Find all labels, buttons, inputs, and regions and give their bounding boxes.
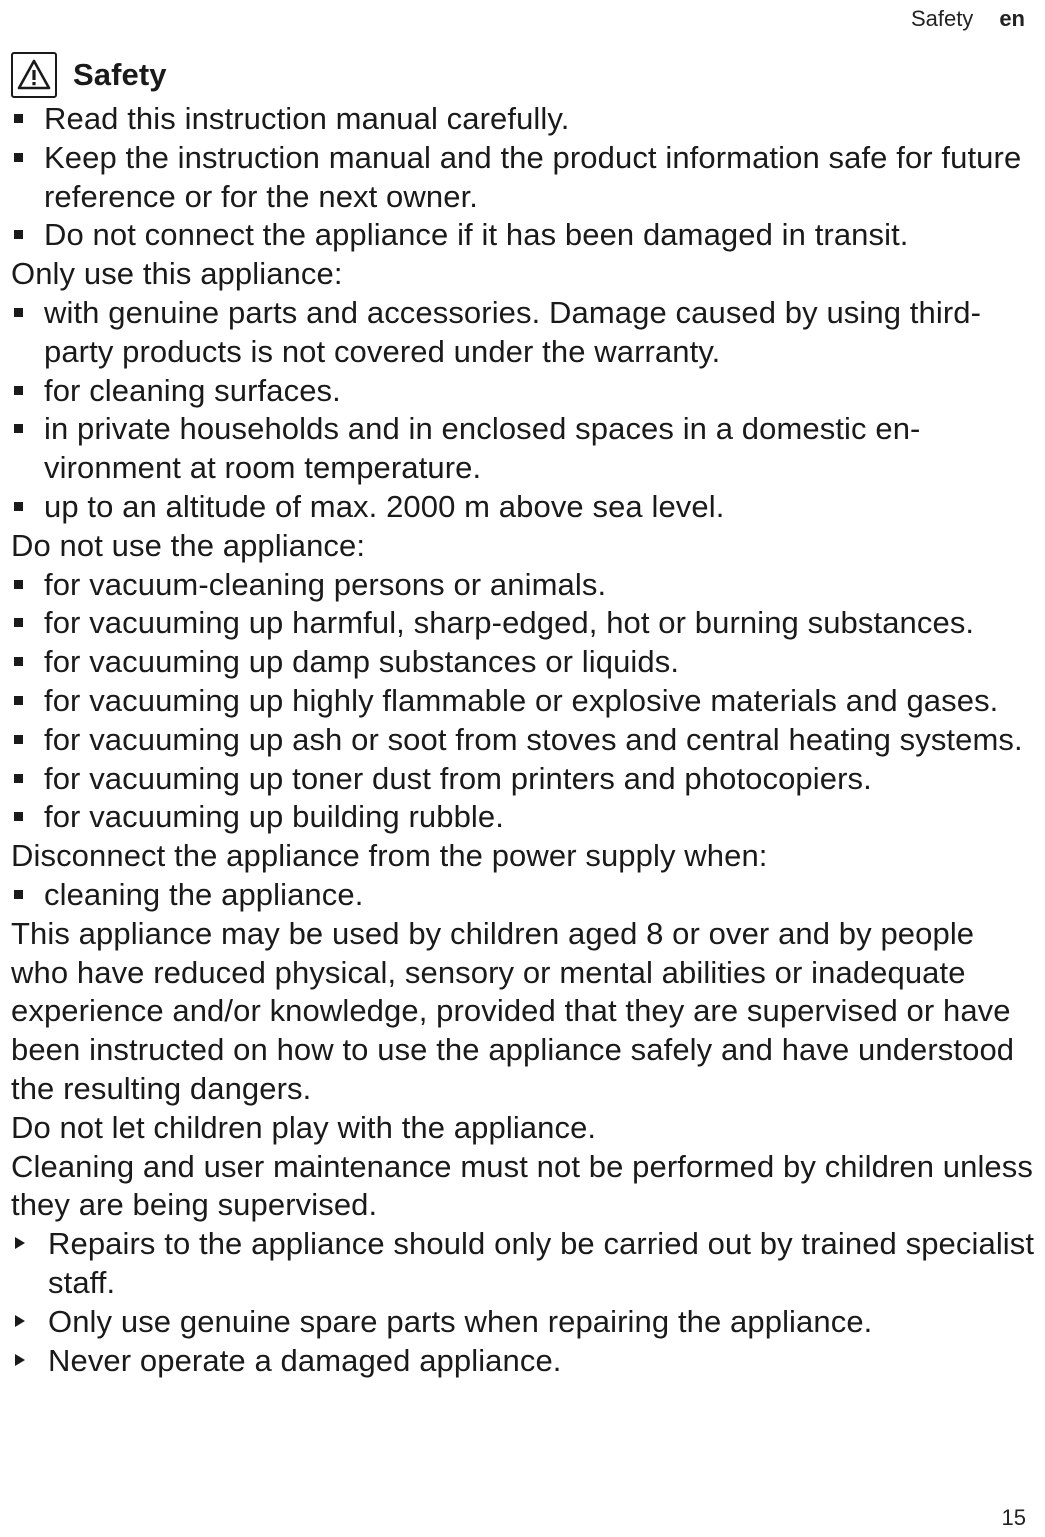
intro-list	[11, 100, 1036, 255]
list-item: for cleaning surfaces.	[11, 372, 1036, 411]
only-use-list	[11, 294, 1036, 527]
page-title: Safety	[73, 56, 167, 92]
list-item: in private households and in enclosed spaces in a domestic environment at room temperature.	[11, 410, 1036, 488]
header-section: Safety	[910, 6, 974, 31]
list-item: up to an altitude of max. 2000 m above sea level.	[11, 488, 1036, 527]
page-number: 15	[1001, 1505, 1026, 1530]
list-item: Keep the instruction manual and the product information safe for future reference or for the next owner.	[11, 139, 1036, 217]
children-paragraph: This appliance may be used by children aged 8 or over and by people who have reduced physical, sensory or mental abilities or inadequate experience and/or knowledge, provided that they are supervised or have been instructed on how to use the appliance safely and have understood the resulting dangers.	[11, 915, 1015, 1106]
disconnect-list	[11, 876, 1036, 915]
list-item: for vacuuming up damp substances or liquids.	[11, 643, 1036, 682]
list-item: for vacuuming up toner dust from printers and photocopiers.	[11, 760, 1036, 799]
header-language: en	[999, 6, 1025, 31]
list-item: for vacuum-cleaning persons or animals.	[11, 566, 1036, 605]
children-paragraph: Cleaning and user maintenance must not be performed by children unless they are being supervised.	[11, 1148, 1033, 1223]
list-item: with genuine parts and accessories. Damage caused by using third-party products is not covered under the warranty.	[11, 294, 1036, 372]
running-header	[911, 6, 1025, 32]
instruction-list	[11, 1225, 1036, 1380]
list-item: for vacuuming up building rubble.	[11, 798, 1036, 837]
safety-content	[11, 50, 1036, 1380]
children-paragraph: Do not let children play with the appliance.	[11, 1109, 597, 1145]
list-item: Do not connect the appliance if it has been damaged in transit.	[11, 216, 1036, 255]
list-item: Read this instruction manual carefully.	[11, 100, 1036, 139]
instruction-item: Repairs to the appliance should only be carried out by trained specialist staff.	[11, 1225, 1036, 1303]
only-use-heading: Only use this appliance:	[11, 256, 343, 292]
do-not-use-heading: Do not use the appliance:	[11, 527, 366, 563]
list-item: for vacuuming up harmful, sharp-edged, hot or burning substances.	[11, 604, 1036, 643]
list-item: for vacuuming up ash or soot from stoves and central heating systems.	[11, 721, 1036, 760]
disconnect-heading: Disconnect the appliance from the power supply when:	[11, 838, 768, 874]
list-item: cleaning the appliance.	[11, 876, 1036, 915]
do-not-use-list	[11, 566, 1036, 838]
section-heading	[11, 50, 1036, 100]
instruction-item: Only use genuine spare parts when repairing the appliance.	[11, 1303, 1036, 1342]
warning-triangle-icon	[11, 52, 57, 98]
list-item: for vacuuming up highly flammable or explosive materials and gases.	[11, 682, 1036, 721]
instruction-item: Never operate a damaged appliance.	[11, 1342, 1036, 1381]
